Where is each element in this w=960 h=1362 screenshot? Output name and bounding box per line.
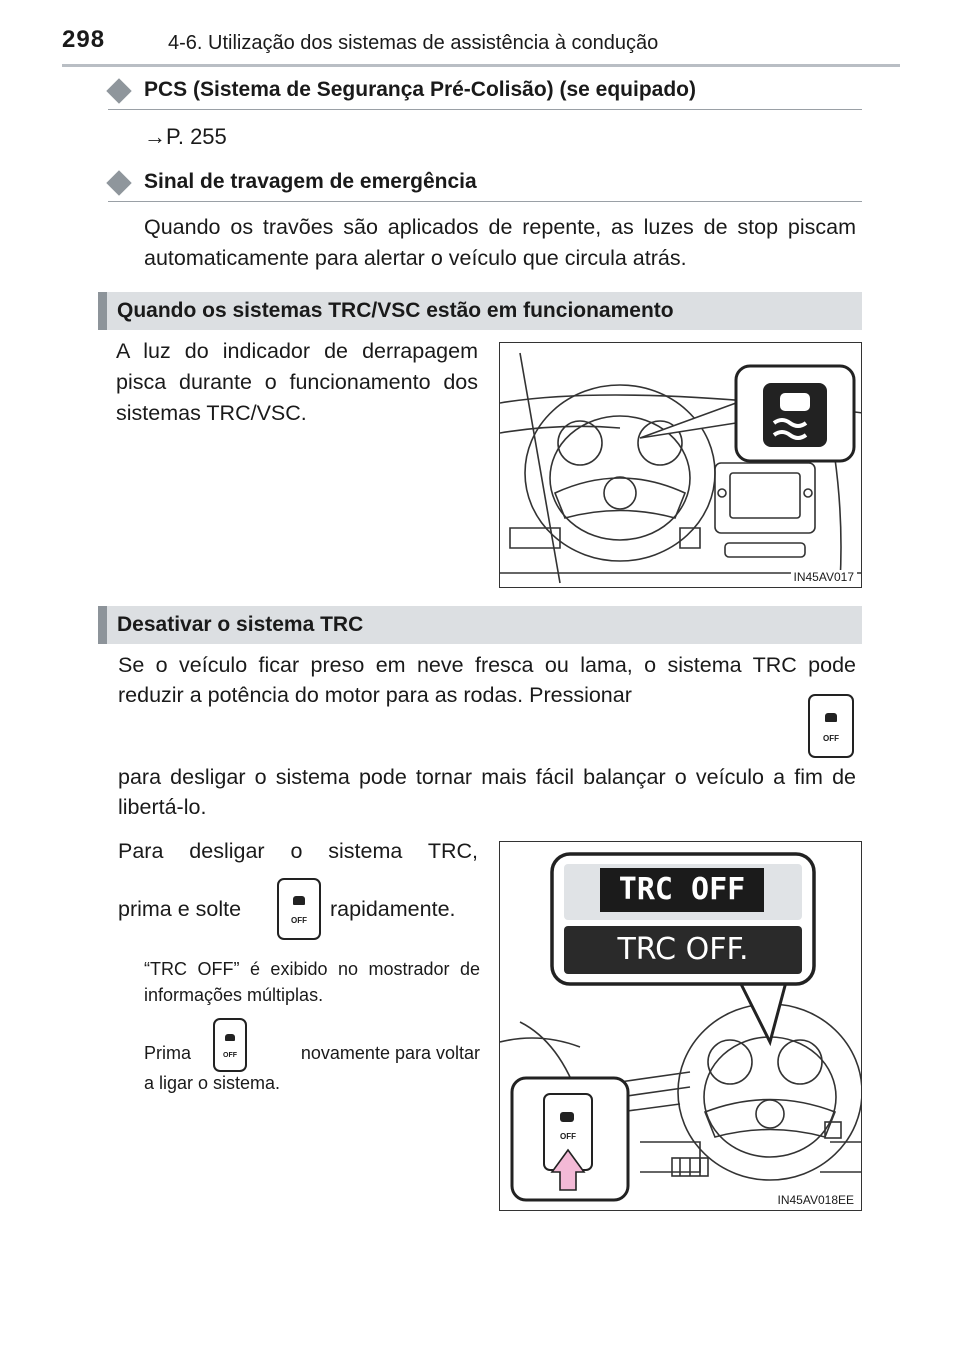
display-trc-off-message: TRC OFF.: [617, 932, 749, 967]
trc-vsc-section-heading: [98, 292, 862, 330]
trc-off-instruction-2b: rapidamente.: [330, 897, 456, 921]
figure-slip-indicator: [499, 342, 862, 588]
trc-off-note-2b: novamente para voltar: [300, 1043, 480, 1063]
slip-car-icon: [825, 713, 837, 722]
trc-off-body-2: para desligar o sistema pode tornar mais fácil balançar o veículo a fim de libertá-lo.: [118, 765, 856, 819]
trc-off-button[interactable]: [808, 694, 854, 758]
trc-off-note-2a: Prima: [144, 1043, 192, 1063]
page-header: [62, 26, 900, 66]
emergency-heading: [108, 168, 862, 202]
trc-off-note-1: “TRC OFF” é exibido no mostrador de informações múltiplas.: [144, 959, 480, 1005]
trc-off-section-heading: [98, 606, 862, 644]
header-rule: [62, 64, 900, 67]
dashboard-illustration: [500, 343, 862, 588]
button-off-label: OFF: [223, 1052, 237, 1059]
slip-car-icon: [225, 1034, 235, 1041]
diamond-bullet-icon: [106, 170, 131, 195]
trc-off-instruction-1: Para desligar o sistema TRC,: [118, 839, 478, 863]
button-off-label: OFF: [291, 916, 307, 926]
emergency-body: Quando os travões são aplicados de repente, as luzes de stop piscam automaticamente para alertar o veículo que circula atrás.: [144, 215, 856, 270]
trc-off-note-2c: a ligar o sistema.: [144, 1073, 281, 1093]
figure-code: IN45AV017: [791, 570, 858, 584]
pcs-heading: [108, 76, 862, 110]
pcs-page-reference[interactable]: →P. 255: [144, 124, 227, 149]
chapter-title: 4-6. Utilização dos sistemas de assistência à condução: [168, 32, 659, 54]
trc-off-button-small[interactable]: [213, 1018, 247, 1072]
slip-car-icon: [293, 896, 305, 905]
page-number: 298: [62, 26, 106, 53]
trc-vsc-body: A luz do indicador de derrapagem pisca durante o funcionamento dos sistemas TRC/VSC.: [116, 339, 478, 425]
trc-off-body-1: Se o veículo ficar preso em neve fresca ou lama, o sistema TRC pode reduzir a potência do motor para as rodas. Pressionar: [118, 653, 856, 707]
trc-vsc-heading-text: Quando os sistemas TRC/VSC estão em funcionamento: [117, 299, 674, 322]
figure-code: IN45AV018EE: [775, 1193, 858, 1207]
figure-trc-off: [499, 841, 862, 1211]
trc-off-heading-text: Desativar o sistema TRC: [117, 613, 364, 636]
panel-button-off-label: OFF: [560, 1132, 576, 1141]
pcs-heading-text: PCS (Sistema de Segurança Pré-Colisão) (se equipado): [144, 78, 696, 101]
button-off-label: OFF: [823, 733, 839, 743]
diamond-bullet-icon: [106, 78, 131, 103]
trc-off-button-inline[interactable]: [277, 878, 321, 940]
emergency-heading-text: Sinal de travagem de emergência: [144, 170, 477, 193]
trc-off-instruction-2a: prima e solte: [118, 897, 242, 921]
display-trc-off-label: TRC OFF: [618, 872, 746, 907]
